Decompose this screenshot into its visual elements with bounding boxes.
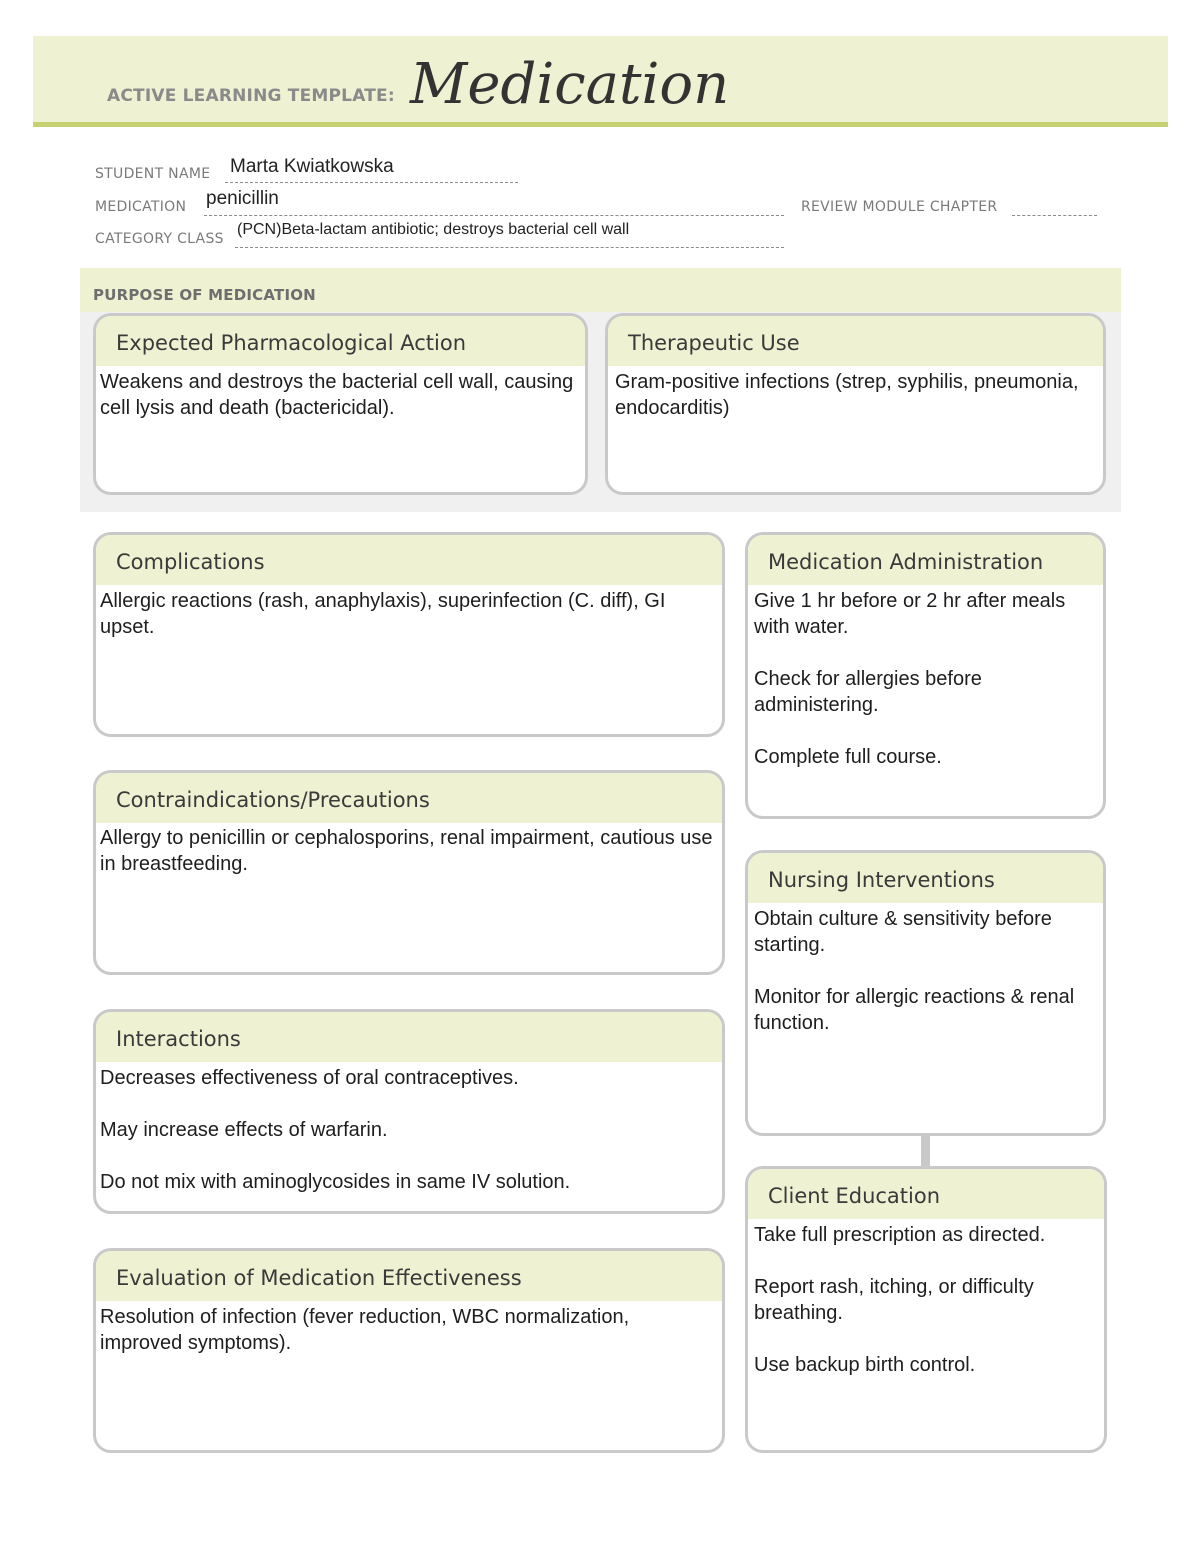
administration-item: Give 1 hr before or 2 hr after meals with water. — [754, 590, 1066, 638]
interactions-card[interactable] — [93, 1009, 725, 1214]
interactions-title: Interactions — [96, 1012, 722, 1062]
expected-action-card[interactable] — [93, 313, 588, 495]
header-rule — [33, 122, 1168, 127]
expected-action-title: Expected Pharmacological Action — [96, 316, 585, 366]
administration-item: Complete full course. — [754, 746, 942, 768]
client-education-card[interactable] — [745, 1166, 1107, 1453]
evaluation-title: Evaluation of Medication Effectiveness — [96, 1251, 722, 1301]
medication-label: MEDICATION — [95, 199, 187, 215]
purpose-label: PURPOSE OF MEDICATION — [93, 286, 316, 304]
student-name-value: Marta Kwiatkowska — [230, 156, 394, 177]
category-class-label: CATEGORY CLASS — [95, 231, 224, 247]
contraindications-title: Contraindications/Precautions — [96, 773, 722, 823]
complications-card[interactable] — [93, 532, 725, 737]
category-class-value: (PCN)Beta-lactam antibiotic; destroys bacterial cell wall — [237, 221, 630, 238]
template-label: ACTIVE LEARNING TEMPLATE: — [107, 86, 395, 106]
student-name-label: STUDENT NAME — [95, 166, 211, 182]
client-education-item: Take full prescription as directed. — [754, 1224, 1046, 1246]
nursing-interventions-card[interactable] — [745, 850, 1106, 1136]
client-education-item: Use backup birth control. — [754, 1354, 976, 1376]
interactions-item: Decreases effectiveness of oral contraceptives. — [100, 1067, 519, 1089]
review-module-label: REVIEW MODULE CHAPTER — [801, 199, 998, 215]
client-education-title: Client Education — [748, 1169, 1104, 1219]
complications-title: Complications — [96, 535, 722, 585]
contraindications-text: Allergy to penicillin or cephalosporins, renal impairment, cautious use in breastfeeding. — [100, 827, 713, 875]
review-module-field[interactable] — [1012, 197, 1097, 216]
card-connector — [921, 1133, 930, 1167]
complications-text: Allergic reactions (rash, anaphylaxis), superinfection (C. diff), GI upset. — [100, 590, 666, 638]
client-education-item: Report rash, itching, or difficulty breathing. — [754, 1276, 1034, 1324]
interactions-item: May increase effects of warfarin. — [100, 1119, 388, 1141]
nursing-interventions-item: Obtain culture & sensitivity before starting. — [754, 908, 1052, 956]
evaluation-text: Resolution of infection (fever reduction, WBC normalization, improved symptoms). — [100, 1306, 630, 1354]
medication-field[interactable] — [204, 197, 784, 216]
therapeutic-use-card[interactable] — [605, 313, 1106, 495]
nursing-interventions-item: Monitor for allergic reactions & renal function. — [754, 986, 1075, 1034]
interactions-item: Do not mix with aminoglycosides in same IV solution. — [100, 1171, 571, 1193]
therapeutic-use-text: Gram-positive infections (strep, syphilis, pneumonia, endocarditis) — [615, 371, 1079, 419]
page-title: Medication — [410, 52, 730, 117]
contraindications-card[interactable] — [93, 770, 725, 975]
nursing-interventions-title: Nursing Interventions — [748, 853, 1103, 903]
therapeutic-use-title: Therapeutic Use — [608, 316, 1103, 366]
medication-value: penicillin — [206, 188, 279, 209]
administration-card[interactable] — [745, 532, 1106, 819]
evaluation-card[interactable] — [93, 1248, 725, 1453]
expected-action-text: Weakens and destroys the bacterial cell wall, causing cell lysis and death (bactericidal). — [100, 371, 574, 419]
administration-item: Check for allergies before administering. — [754, 668, 982, 716]
administration-title: Medication Administration — [748, 535, 1103, 585]
